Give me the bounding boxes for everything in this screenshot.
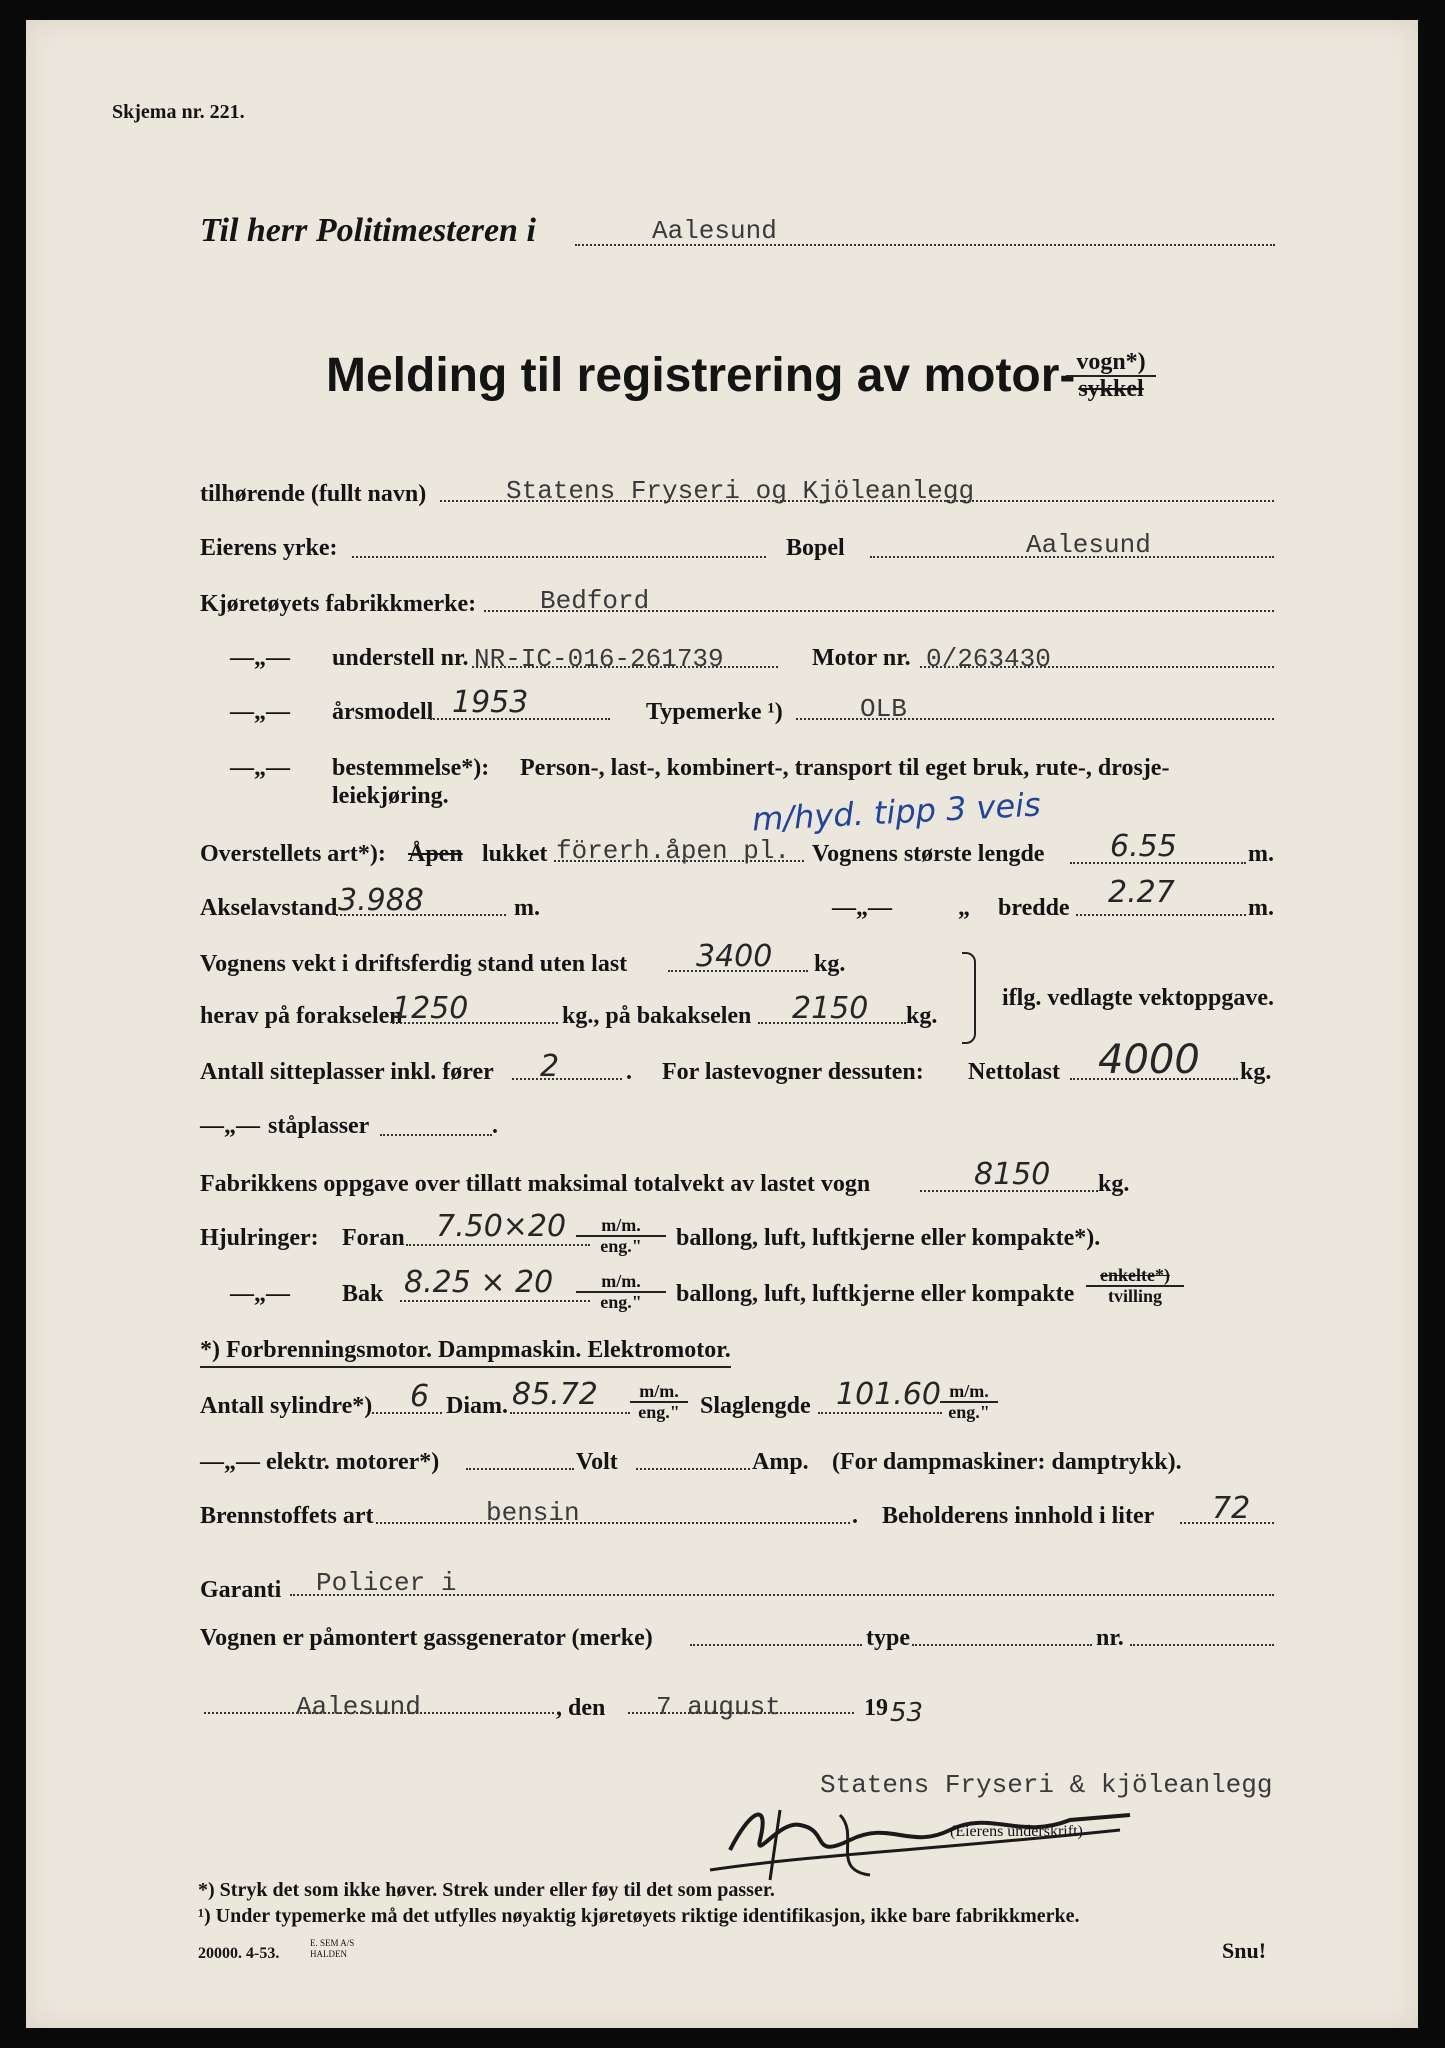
- rear-axle-value: 2150: [792, 991, 869, 1026]
- ditto-mark: —„—: [832, 895, 892, 921]
- model-year-label: årsmodell: [332, 699, 434, 725]
- seats-value: 2: [540, 1049, 560, 1084]
- date-value: 7 august: [656, 1692, 781, 1722]
- year-suffix: 53: [890, 1698, 924, 1728]
- footnote-2: ¹) Under typemerke må det utfylles nøyaktig kjøretøyets riktige identifikasjon, ikke bare fabrikkmerke.: [198, 1905, 1080, 1927]
- addressee-city: Aalesund: [652, 216, 777, 246]
- engine-types: *) Forbrenningsmotor. Dampmaskin. Elektromotor.: [200, 1338, 731, 1368]
- unit-eng: eng.": [600, 1235, 642, 1256]
- width-line: [1076, 914, 1246, 916]
- unit-mm: m/m.: [940, 1382, 998, 1403]
- motor-value: 0/263430: [926, 644, 1051, 674]
- form-title: Melding til registrering av motor-: [326, 349, 1076, 402]
- wheelbase-label: Akselavstand: [200, 895, 338, 921]
- length-unit: m.: [1248, 841, 1274, 867]
- tyres-rear-type: [1086, 1266, 1184, 1306]
- purpose-label: bestemmelse*):: [332, 755, 490, 781]
- printer-mark: E. SEM A/S HALDEN: [310, 1938, 355, 1959]
- volt-line: [636, 1468, 750, 1470]
- tyres-front-label: Foran: [342, 1225, 405, 1251]
- width-value: 2.27: [1108, 875, 1175, 910]
- diam-unit: [630, 1382, 688, 1422]
- body-label: Overstellets art*):: [200, 841, 386, 867]
- front-axle-value: 1250: [392, 991, 469, 1026]
- tyres-front-value: 7.50×20: [436, 1209, 567, 1244]
- purpose-text-line2: leiekjøring.: [332, 783, 449, 809]
- addressee-label: Til herr Politimesteren i: [200, 212, 536, 249]
- purpose-text-line1: Person-, last-, kombinert-, transport til eget bruk, rute-, drosje-: [520, 755, 1170, 781]
- net-load-value: 4000: [1098, 1037, 1200, 1083]
- tyres-rear-label: Bak: [342, 1281, 384, 1307]
- form-number: Skjema nr. 221.: [112, 101, 245, 123]
- seats-line: [512, 1078, 622, 1080]
- chassis-value: NR-IC-016-261739: [474, 644, 724, 674]
- ditto-mark: —„—: [200, 1113, 260, 1139]
- body-note-handwritten: m/hyd. tipp 3 veis: [751, 785, 1042, 839]
- cylinders-label: Antall sylindre*): [200, 1393, 373, 1419]
- title-sykkel-struck: sykkel: [1078, 376, 1144, 403]
- gas-generator-label: Vognen er påmontert gassgenerator (merke): [200, 1625, 653, 1651]
- signature-stamp: Statens Fryseri & kjöleanlegg: [820, 1770, 1273, 1800]
- tyres-label: Hjulringer:: [200, 1225, 319, 1251]
- title-vogn: vogn*): [1066, 350, 1156, 377]
- tyres-front-text: ballong, luft, luftkjerne eller kompakte*).: [676, 1225, 1101, 1251]
- standing-label: ståplasser: [268, 1113, 370, 1139]
- rear-axle-unit: kg.: [906, 1003, 938, 1029]
- max-weight-value: 8150: [974, 1157, 1051, 1192]
- unit-eng: eng.": [600, 1291, 642, 1312]
- gas-type-line: [912, 1644, 1092, 1646]
- cylinders-line: [372, 1412, 442, 1414]
- tyres-front-line: [406, 1244, 590, 1246]
- wheelbase-unit: m.: [514, 895, 540, 921]
- length-label: Vognens største lengde: [812, 841, 1045, 867]
- weight-note: iflg. vedlagte vektoppgave.: [1002, 985, 1274, 1011]
- tank-label: Beholderens innhold i liter: [882, 1503, 1155, 1529]
- print-info: 20000. 4-53.: [198, 1945, 280, 1962]
- tyres-rear-unit: [576, 1272, 666, 1312]
- stroke-line: [818, 1412, 942, 1414]
- date-den: , den: [556, 1695, 606, 1721]
- ditto-mark: —„—: [230, 1281, 290, 1307]
- body-closed: lukket: [482, 841, 548, 867]
- tyres-front-unit: [576, 1216, 666, 1256]
- body-value: förerh.åpen pl.: [556, 836, 791, 866]
- signature-caption: (Eierens underskrift): [950, 1823, 1083, 1840]
- diam-label: Diam.: [446, 1393, 508, 1419]
- make-value: Bedford: [540, 586, 650, 616]
- electric-line: [466, 1468, 574, 1470]
- amp-label: Amp.: [752, 1449, 809, 1475]
- tyres-twin: tvilling: [1107, 1285, 1162, 1306]
- unit-mm: m/m.: [630, 1382, 688, 1403]
- max-weight-label: Fabrikkens oppgave over tillatt maksimal totalvekt av lastet vogn: [200, 1171, 871, 1197]
- volt-label: Volt: [576, 1449, 618, 1475]
- tyres-single-struck: enkelte*): [1086, 1266, 1184, 1287]
- fuel-line: [376, 1522, 850, 1524]
- unit-eng: eng.": [638, 1401, 680, 1422]
- unit-eng: eng.": [948, 1401, 990, 1422]
- chassis-label: understell nr.: [332, 645, 469, 671]
- tyres-rear-value: 8.25 × 20: [404, 1265, 554, 1300]
- standing-line: [380, 1134, 492, 1136]
- residence-label: Bopel: [786, 535, 845, 561]
- fuel-label: Brennstoffets art: [200, 1503, 374, 1529]
- diam-value: 85.72: [512, 1377, 598, 1412]
- title-vehicle-choice: [1066, 350, 1156, 402]
- front-axle-label: herav på forakselen: [200, 1003, 403, 1029]
- footnote-1: *) Stryk det som ikke høver. Strek under eller føy til det som passer.: [198, 1879, 775, 1901]
- weight-value: 3400: [696, 939, 773, 974]
- seats-label: Antall sitteplasser inkl. fører: [200, 1059, 494, 1085]
- type-mark-label: Typemerke ¹): [646, 699, 783, 725]
- place-value: Aalesund: [296, 1692, 421, 1722]
- width-label: bredde: [998, 895, 1070, 921]
- residence-value: Aalesund: [1026, 530, 1151, 560]
- unit-mm: m/m.: [576, 1272, 666, 1293]
- gas-nr-label: nr.: [1096, 1625, 1124, 1651]
- stroke-label: Slaglengde: [700, 1393, 811, 1419]
- width-unit: m.: [1248, 895, 1274, 921]
- unit-mm: m/m.: [576, 1216, 666, 1237]
- motor-label: Motor nr.: [812, 645, 911, 671]
- gas-nr-line: [1130, 1644, 1274, 1646]
- fuel-value: bensin: [486, 1498, 580, 1528]
- turn-over: Snu!: [1222, 1938, 1267, 1963]
- rear-axle-label: kg., på bakakselen: [562, 1003, 752, 1029]
- ditto-quote: „: [958, 895, 970, 921]
- diam-line: [510, 1412, 630, 1414]
- freight-label: For lastevogner dessuten:: [662, 1059, 924, 1085]
- owner-value: Statens Fryseri og Kjöleanlegg: [506, 476, 975, 506]
- ditto-mark: —„—: [200, 1449, 260, 1475]
- ditto-mark: —„—: [230, 755, 290, 781]
- max-weight-unit: kg.: [1098, 1171, 1130, 1197]
- signature-scribble: [690, 1780, 1160, 1890]
- type-mark-value: OLB: [860, 694, 907, 724]
- ditto-mark: —„—: [230, 645, 290, 671]
- owner-label: tilhørende (fullt navn): [200, 481, 427, 507]
- guarantee-label: Garanti: [200, 1577, 282, 1603]
- weight-label: Vognens vekt i driftsferdig stand uten last: [200, 951, 628, 977]
- year-prefix: 19: [864, 1695, 888, 1721]
- wheelbase-value: 3.988: [338, 883, 424, 918]
- occupation-line: [352, 556, 766, 558]
- length-value: 6.55: [1110, 829, 1177, 864]
- gas-type-label: type: [866, 1625, 910, 1651]
- cylinders-value: 6: [410, 1379, 430, 1414]
- net-load-label: Nettolast: [968, 1059, 1060, 1085]
- tyres-rear-text: ballong, luft, luftkjerne eller kompakte: [676, 1281, 1075, 1307]
- guarantee-value: Policer i: [316, 1568, 457, 1598]
- tyres-rear-line: [400, 1300, 590, 1302]
- steam-label: (For dampmaskiner: damptrykk).: [832, 1449, 1182, 1475]
- ditto-mark: —„—: [230, 699, 290, 725]
- stroke-value: 101.60: [836, 1377, 941, 1412]
- model-year-value: 1953: [452, 685, 529, 720]
- net-load-unit: kg.: [1240, 1059, 1272, 1085]
- gas-generator-line: [690, 1644, 862, 1646]
- weight-bracket: [962, 952, 976, 1044]
- weight-unit: kg.: [814, 951, 846, 977]
- occupation-label: Eierens yrke:: [200, 535, 338, 561]
- stroke-unit: [940, 1382, 998, 1422]
- tank-value: 72: [1212, 1491, 1251, 1526]
- body-open-struck: Åpen: [408, 841, 463, 867]
- make-label: Kjøretøyets fabrikkmerke:: [200, 591, 477, 617]
- electric-label: elektr. motorer*): [266, 1449, 440, 1475]
